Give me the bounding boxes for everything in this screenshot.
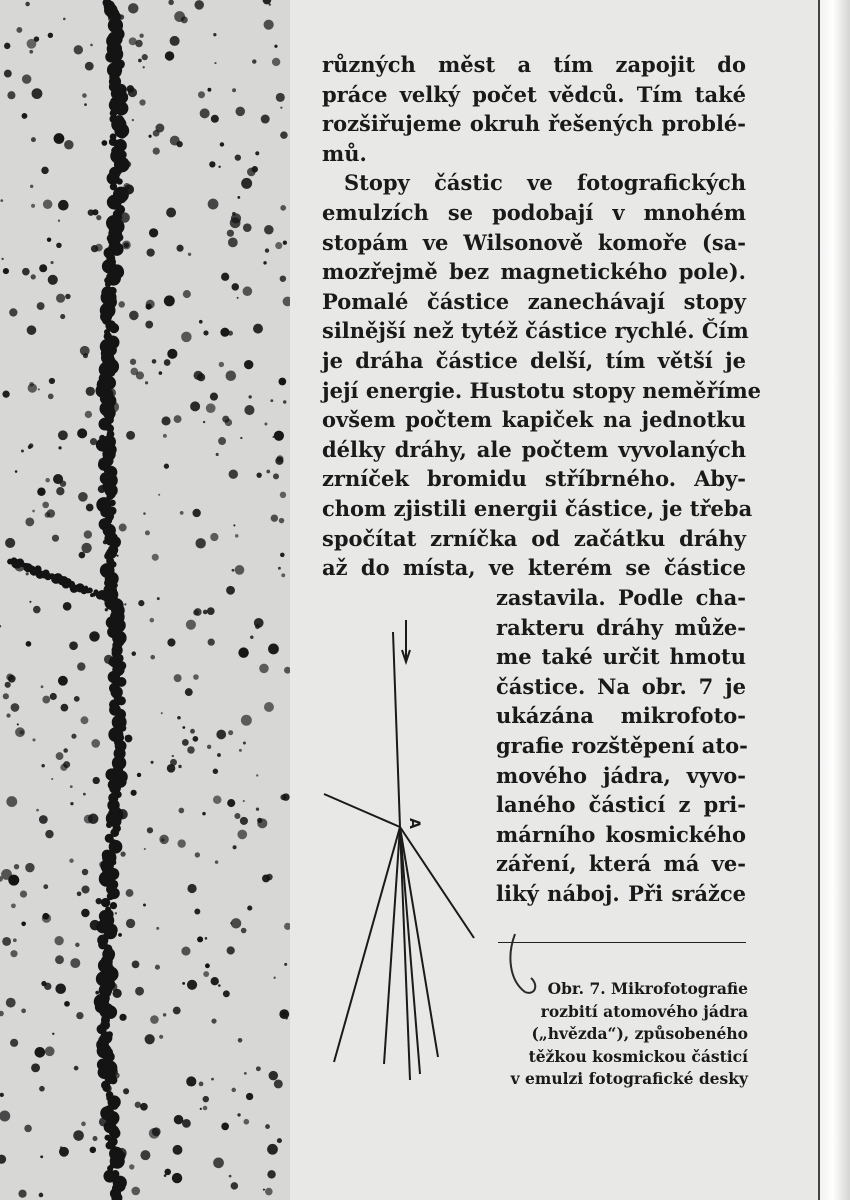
side-track-line [324,794,400,827]
text-line: rakteru dráhy může- [496,614,746,640]
prong-line [400,827,420,1074]
text-line: její energie. Hustotu stopy neměříme [322,377,762,403]
text-line: mového jádra, vyvo- [496,762,746,788]
text-line: ovšem počtem kapiček na jednotku [322,407,746,433]
main-text [322,50,762,583]
text-line: zrníček bromidu stříbrného. Aby- [322,466,746,492]
text-line: různých měst a tím zapojit do [322,52,746,77]
text-line: chom zjistili energii částice, je třeba [322,495,753,521]
text-line: práce velký počet vědců. Tím také [322,81,746,107]
text-line: částice. Na obr. 7 je [496,673,746,699]
text-line: Stopy částic ve fotografických [344,170,746,196]
text-line: mozřejmě bez magnetického pole). [322,259,746,285]
prong-line [400,827,438,1057]
text-line: stopám ve Wilsonově komoře (sa- [322,229,746,255]
figure-caption [498,978,748,1091]
prong-line [384,827,400,1064]
text-line: grafie rozštěpení ato- [496,732,748,758]
prong-line [334,827,400,1062]
wrapped-text [496,583,746,909]
text-line: až do místa, ve kterém se částice [322,555,746,581]
text-line: délky dráhy, ale počtem vyvolaných [322,436,746,462]
incoming-track-line [393,632,400,827]
micrograph-photo [0,0,290,1200]
prong-line [400,827,410,1080]
text-line: spočítat zrníčka od začátku dráhy [322,525,746,551]
text-line: me také určit hmotu [496,644,746,670]
text-line: liký náboj. Při srážce [496,880,746,906]
text-line: zastavila. Podle cha- [496,585,746,610]
text-line: márního kosmického [496,821,746,847]
text-line: silnější než tytéž částice rychlé. Čím [322,318,749,344]
caption-line: v emulzi fotografické desky [510,1069,748,1089]
caption-line: rozbití atomového jádra [540,1001,748,1021]
text-line: laného částicí z pri- [496,792,746,818]
text-line: rozšiřujeme okruh řešených problé- [322,111,746,137]
text-line: mů. [322,140,367,166]
text-line: je dráha částice delší, tím větší je [322,347,746,373]
particle-track-image [0,0,290,1200]
point-label-a: A [406,818,422,829]
text-line: ukázána mikrofoto- [496,703,746,729]
caption-line: těžkou kosmickou částicí [528,1046,748,1066]
text-line: Pomalé částice zanechávají stopy [322,288,746,314]
caption-line: („hvězda“), způsobeného [531,1024,748,1044]
page-gutter [818,0,850,1200]
caption-line: Obr. 7. Mikrofotografie [547,979,748,998]
text-line: záření, která má ve- [496,851,746,877]
prong-line [400,827,474,938]
text-line: emulzích se podobají v mnohém [322,199,746,225]
star-diagram [318,612,488,1092]
